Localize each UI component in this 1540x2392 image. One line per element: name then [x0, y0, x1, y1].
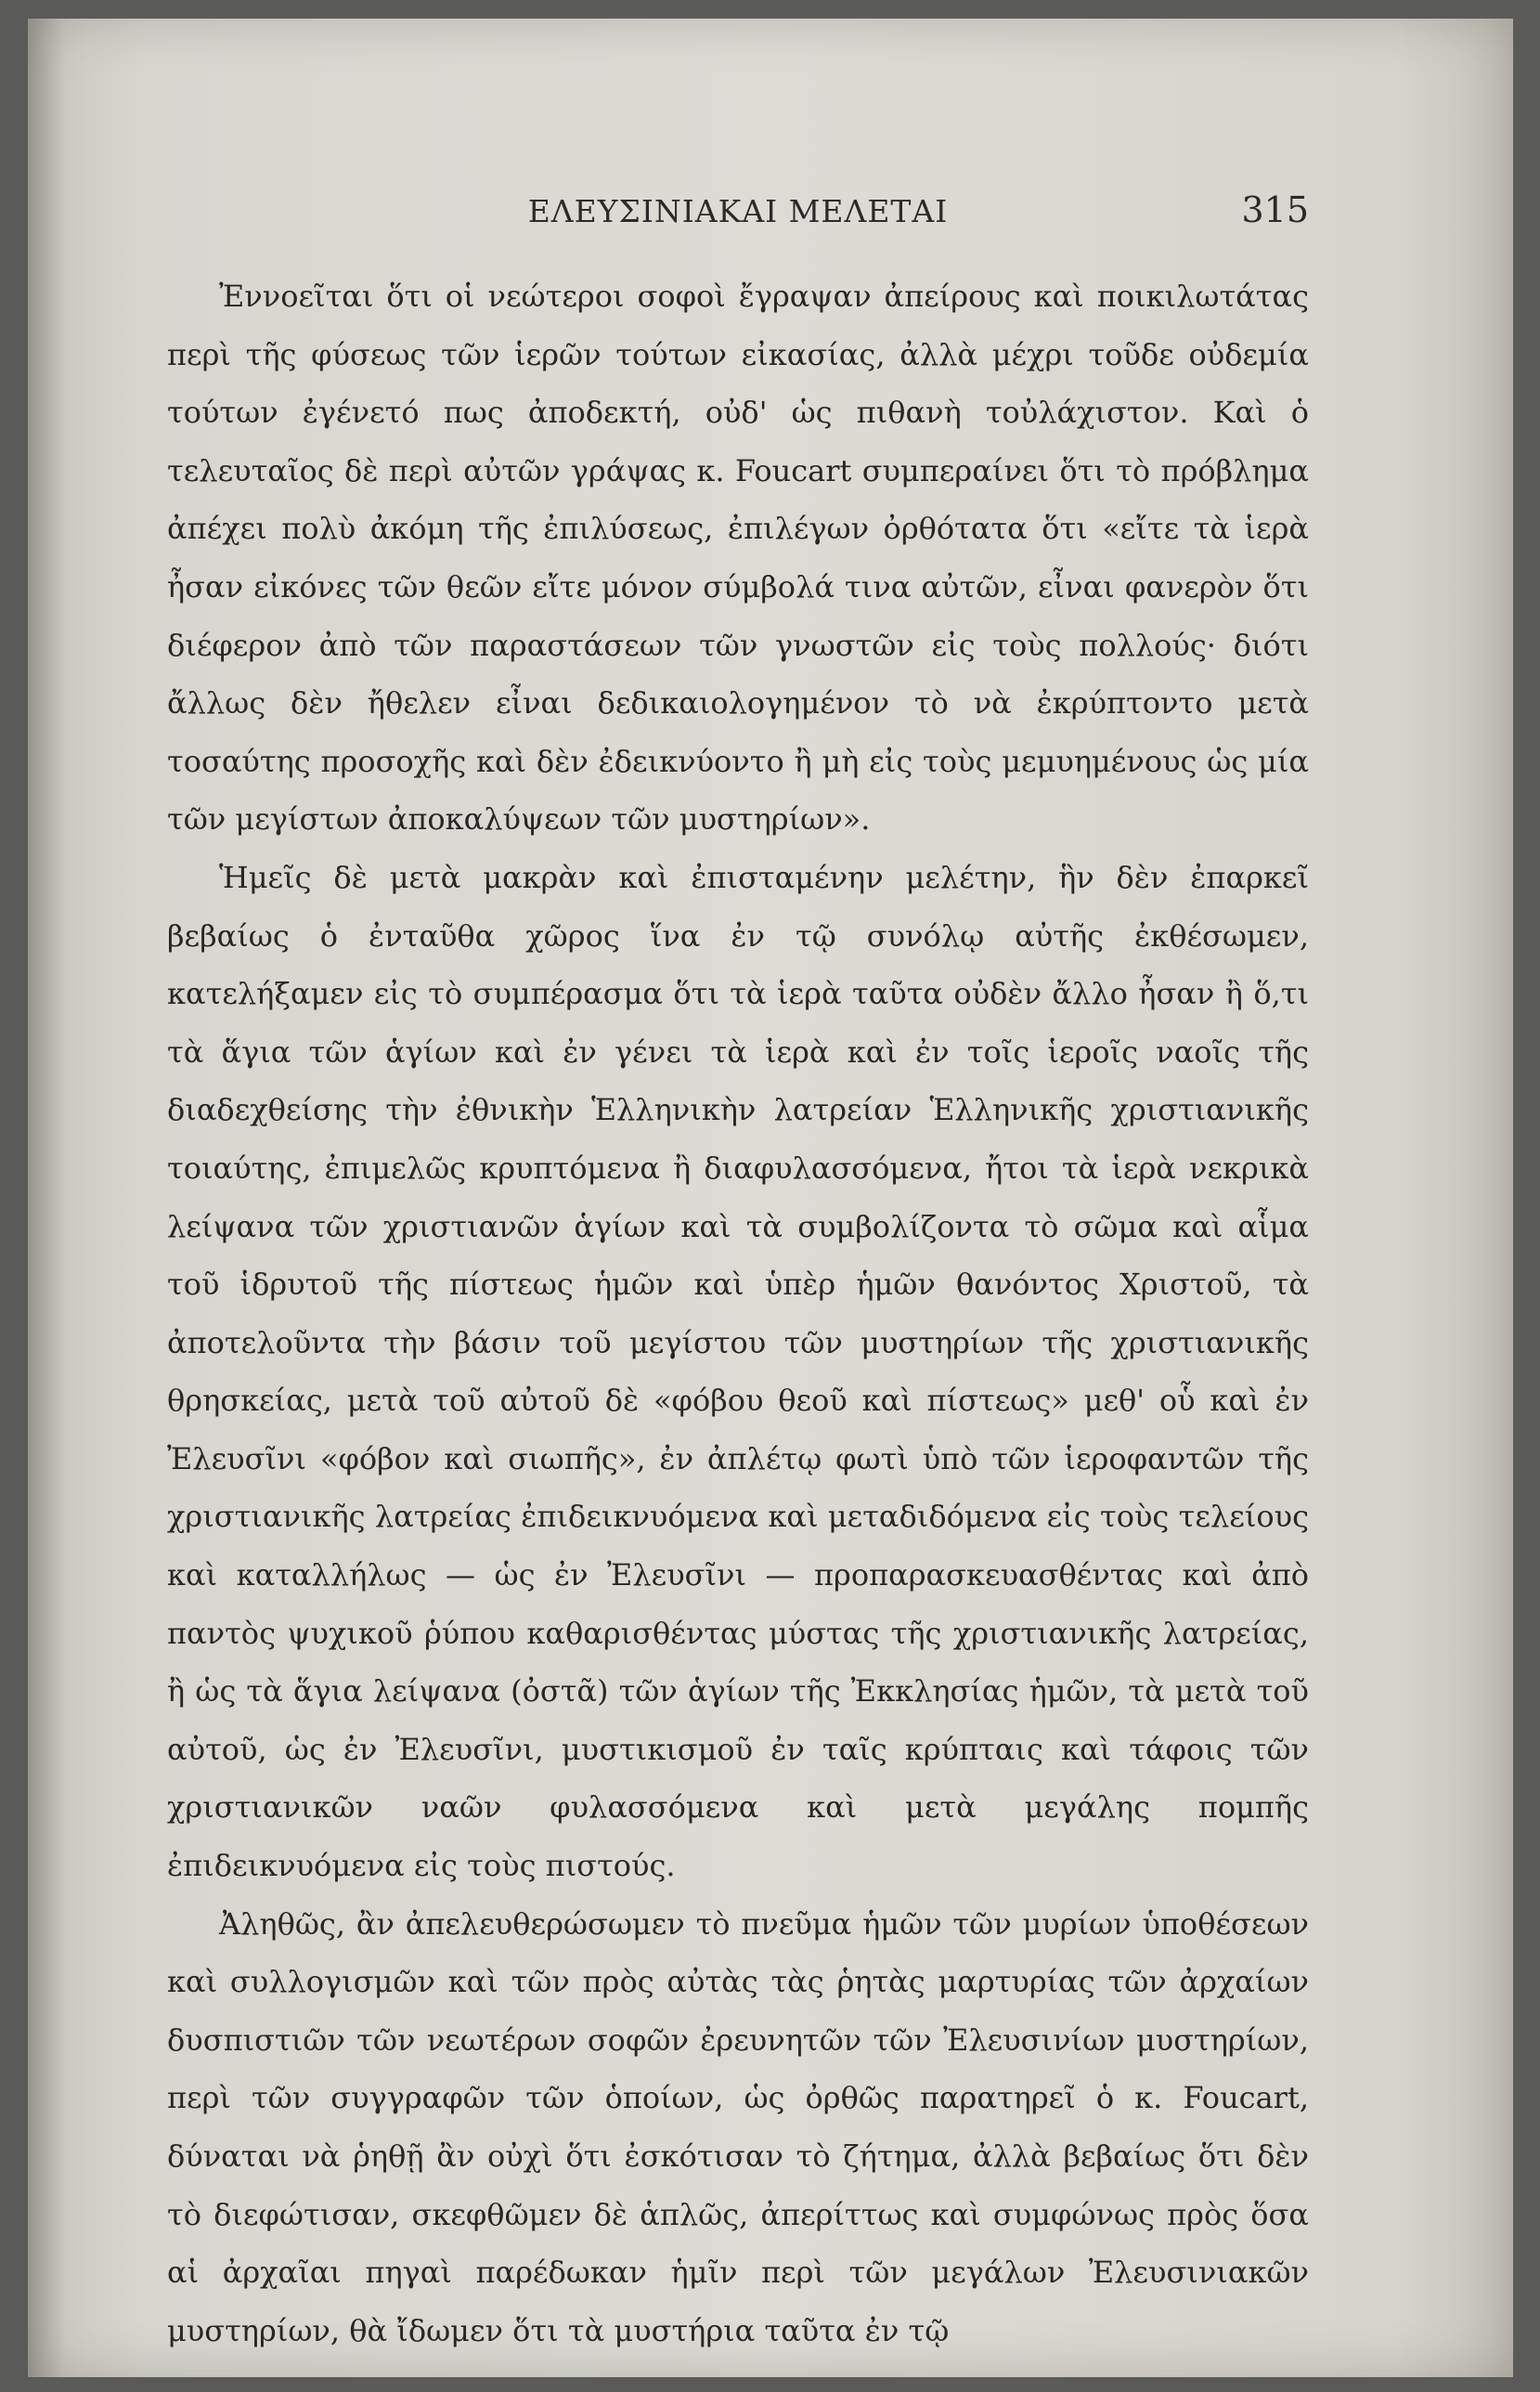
- paragraph-3: Ἀληθῶς, ἂν ἀπελευθερώσωμεν τὸ πνεῦμα ἡμῶν τῶν μυρίων ὑποθέσεων καὶ συλλογισμῶν καὶ τῶν πρὸς αὐτὰς τὰς ῥητὰς μαρτυρίας τῶν ἀρχαίων δυσπιστιῶν τῶν νεωτέρων σοφῶν ἐρευνητῶν τῶν Ἐλευσινίων μυστηρίων, περὶ τῶν συγγραφῶν τῶν ὁποίων, ὡς ὀρθῶς παρατηρεῖ ὁ κ. Foucart, δύναται νὰ ῥηθῇ ἂν οὐχὶ ὅτι ἐσκότισαν τὸ ζήτημα, ἀλλὰ βεβαίως ὅτι δὲν τὸ διεφώτισαν, σκεφθῶμεν δὲ ἁπλῶς, ἀπερίττως καὶ συμφώνως πρὸς ὅσα αἱ ἀρχαῖαι πηγαὶ παρέδωκαν ἡμῖν περὶ τῶν μεγάλων Ἐλευσινιακῶν μυστηρίων, θὰ ἴδωμεν ὅτι τὰ μυστήρια ταῦτα ἐν τῷ: [167, 1905, 1309, 2348]
- page-number: 315: [1241, 189, 1309, 230]
- body-text: [167, 267, 1309, 2360]
- page-header: [167, 186, 1309, 241]
- page-edge-shadow: [28, 19, 65, 2377]
- paragraph-1: Ἐννοεῖται ὅτι οἱ νεώτεροι σοφοὶ ἔγραψαν ἀπείρους καὶ ποικιλωτάτας περὶ τῆς φύσεως τῶν ἱερῶν τούτων εἰκασίας, ἀλλὰ μέχρι τοῦδε οὐδεμία τούτων ἐγένετό πως ἀποδεκτή, οὐδ' ὡς πιθανὴ τοὐλάχιστον. Καὶ ὁ τελευταῖος δὲ περὶ αὐτῶν γράψας κ. Foucart συμπεραίνει ὅτι τὸ πρόβλημα ἀπέχει πολὺ ἀκόμη τῆς ἐπιλύσεως, ἐπιλέγων ὀρθότατα ὅτι «εἴτε τὰ ἱερὰ ἦσαν εἰκόνες τῶν θεῶν εἴτε μόνον σύμβολά τινα αὐτῶν, εἶναι φανερὸν ὅτι διέφερον ἀπὸ τῶν παραστάσεων τῶν γνωστῶν εἰς τοὺς πολλούς· διότι ἄλλως δὲν ἤθελεν εἶναι δεδικαιολογημένον τὸ νὰ ἐκρύπτοντο μετὰ τοσαύτης προσοχῆς καὶ δὲν ἐδεικνύοντο ἢ μὴ εἰς τοὺς μεμυημένους ὡς μία τῶν μεγίστων ἀποκαλύψεων τῶν μυστηρίων».: [167, 279, 1309, 838]
- paragraph-2: Ἡμεῖς δὲ μετὰ μακρὰν καὶ ἐπισταμένην μελέτην, ἣν δὲν ἐπαρκεῖ βεβαίως ὁ ἐνταῦθα χῶρος ἵνα ἐν τῷ συνόλῳ αὐτῆς ἐκθέσωμεν, κατελήξαμεν εἰς τὸ συμπέρασμα ὅτι τὰ ἱερὰ ταῦτα οὐδὲν ἄλλο ἦσαν ἢ ὅ,τι τὰ ἅγια τῶν ἁγίων καὶ ἐν γένει τὰ ἱερὰ καὶ ἐν τοῖς ἱεροῖς ναοῖς τῆς διαδεχθείσης τὴν ἐθνικὴν Ἑλληνικὴν λατρείαν Ἑλληνικῆς χριστιανικῆς τοιαύτης, ἐπιμελῶς κρυπτόμενα ἢ διαφυλασσόμενα, ἤτοι τὰ ἱερὰ νεκρικὰ λείψανα τῶν χριστιανῶν ἁγίων καὶ τὰ συμβολίζοντα τὸ σῶμα καὶ αἷμα τοῦ ἱδρυτοῦ τῆς πίστεως ἡμῶν καὶ ὑπὲρ ἡμῶν θανόντος Χριστοῦ, τὰ ἀποτελοῦντα τὴν βάσιν τοῦ μεγίστου τῶν μυστηρίων τῆς χριστιανικῆς θρησκείας, μετὰ τοῦ αὐτοῦ δὲ «φόβου θεοῦ καὶ πίστεως» μεθ' οὗ καὶ ἐν Ἐλευσῖνι «φόβον καὶ σιωπῆς», ἐν ἀπλέτῳ φωτὶ ὑπὸ τῶν ἱεροφαντῶν τῆς χριστιανικῆς λατρείας ἐπιδεικνυόμενα καὶ μεταδιδόμενα εἰς τοὺς τελείους καὶ καταλλήλως — ὡς ἐν Ἐλευσῖνι — προπαρασκευασθέντας καὶ ἀπὸ παντὸς ψυχικοῦ ῥύπου καθαρισθέντας μύστας τῆς χριστιανικῆς λατρείας, ἢ ὡς τὰ ἅγια λείψανα (ὀστᾶ) τῶν ἁγίων τῆς Ἐκκλησίας ἡμῶν, τὰ μετὰ τοῦ αὐτοῦ, ὡς ἐν Ἐλευσῖνι, μυστικισμοῦ ἐν ταῖς κρύπταις καὶ τάφοις τῶν χριστιανικῶν ναῶν φυλασσόμενα καὶ μετὰ μεγάλης πομπῆς ἐπιδεικνυόμενα εἰς τοὺς πιστούς.: [167, 859, 1309, 1884]
- running-title: ΕΛΕΥΣΙΝΙΑΚΑΙ ΜΕΛΕΤΑΙ: [527, 193, 949, 229]
- book-page: [28, 19, 1513, 2377]
